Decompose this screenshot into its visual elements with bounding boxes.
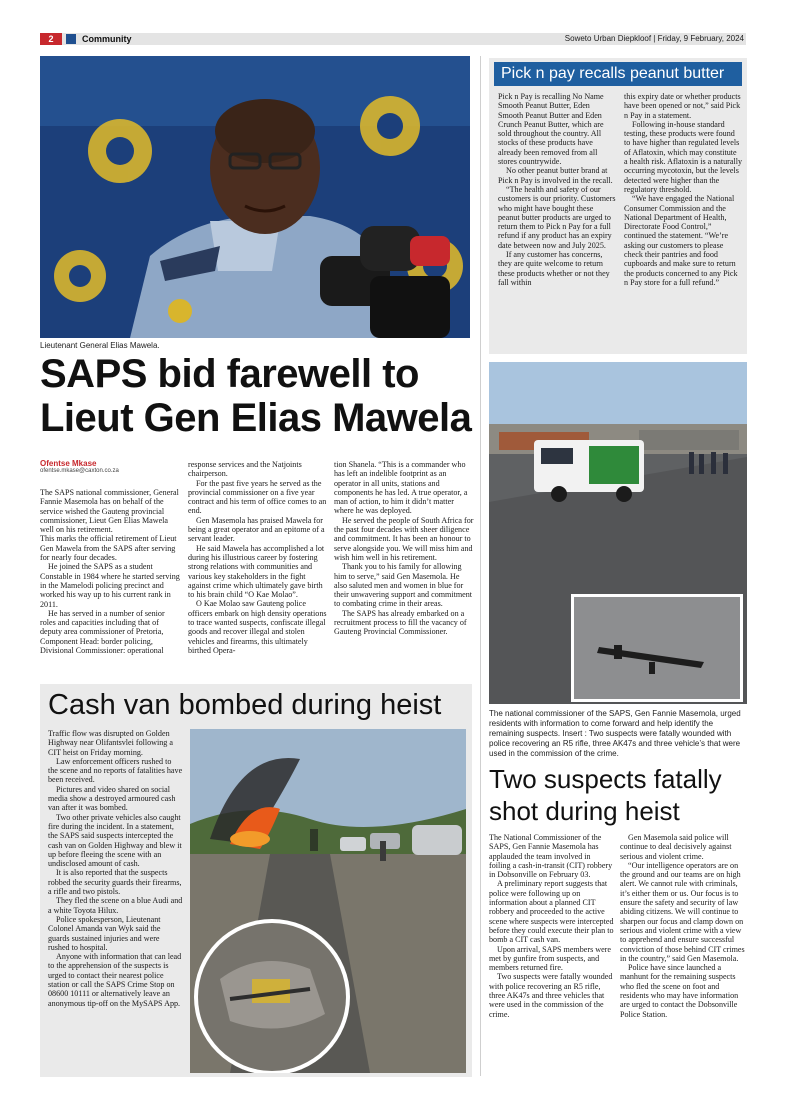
- paragraph: The National Commissioner of the SAPS, Gen Fannie Masemola has applauded the team involved in foiling a cash-in-transit (CIT) robbery in Dobsonville on February 03.: [489, 833, 613, 880]
- main-headline-line2: Lieut Gen Elias Mawela: [40, 396, 472, 440]
- paragraph: This marks the official retirement of Lieut Gen Mawela from the SAPS after serving for nearly four decades.: [40, 534, 177, 563]
- suspects-col2: [620, 833, 746, 1019]
- paragraph: tion Shanela. “This is a commander who has left an indelible footprint as an operator in all units, stations and components he has led. A true operator, a man of action, to him it didn’t matter where he was deployed.: [334, 460, 468, 516]
- paragraph: The SAPS national commissioner, General Fannie Masemola has on behalf of the service wished the Gauteng provincial commissioner, Lieut Gen Elias Mawela well on his retirement.: [40, 488, 179, 535]
- publication-dateline: Soweto Urban Diepkloof | Friday, 9 February, 2024: [564, 34, 744, 43]
- peanut-col2: [624, 92, 742, 287]
- paragraph: Gen Masemola has praised Mawela for being a great operator and an epitome of a servant leader.: [188, 515, 325, 544]
- paragraph: Gen Masemola said police will continue to deal decisively against serious and violent crime.: [620, 833, 732, 861]
- main-story-col1: [40, 488, 180, 655]
- bombed-van-photo: [190, 729, 466, 1073]
- section-label: Community: [82, 34, 132, 44]
- page-number: 2: [40, 33, 62, 45]
- paragraph: No other peanut butter brand at Pick n Pay is involved in the recall.: [498, 166, 613, 185]
- mawela-photo: [40, 56, 470, 338]
- paragraph: He has served in a number of senior roles and capacities including that of deputy area commissioner of Pretoria, Component Head: border policing, Divisional Commissioner: operational: [40, 608, 165, 656]
- paragraph: Pick n Pay is recalling No Name Smooth Peanut Butter, Eden Smooth Peanut Butter and Eden Crunch Peanut Butter, which are sold throughout the country. All stocks of these products have already been removed from all stores countrywide.: [498, 92, 604, 167]
- column-divider: [480, 56, 481, 1076]
- paragraph: A preliminary report suggests that police were following up on information about a planned CIT robbery and proceeded to the active scene where suspects were intercepted before they could execute their plan to bomb a CIT cash van.: [489, 879, 614, 945]
- suspects-headline: [489, 763, 747, 827]
- paragraph: The SAPS has already embarked on a recruitment process to fill the vacancy of Gauteng Provincial Commissioner.: [334, 608, 467, 637]
- cash-van-headline: Cash van bombed during heist: [48, 689, 442, 721]
- cit-photo-caption: The national commissioner of the SAPS, Gen Fannie Masemola, urged residents with information to come forward and help identify the remaining suspects. Insert : Two suspects were fatally wounded with police recovering an R5 rifle, three AK47s and three vehicle’s that were used in the commission of the crime.: [489, 709, 741, 758]
- paragraph: Thank you to his family for allowing him to serve,” said Gen Masemola. He also saluted men and women in blue for their unwavering support and commitment to combating crime in their areas.: [334, 562, 473, 609]
- main-headline-line1: SAPS bid farewell to: [40, 352, 419, 396]
- cit-van-photo: [489, 362, 747, 704]
- main-story-col2: [188, 460, 328, 655]
- main-story-col3: [334, 460, 474, 637]
- paragraph: They fled the scene on a blue Audi and a white Toyota Hilux.: [48, 896, 183, 915]
- paragraph: “Our intelligence operators are on the ground and our teams are on high alert. We cannot rule with criminals, it’s either them or us. Our focus is to ensure the safety and security of law abiding citizens. We will continue to sharpen our focus and clamp down on serious and violent crime with a view to apprehend and ensure successful conviction of those behind CIT crimes in the country,” said Gen Masemola.: [620, 860, 745, 963]
- suspects-headline-line1: Two suspects fatally: [489, 764, 722, 794]
- section-marker: [66, 34, 76, 44]
- paragraph: “We have engaged the National Consumer Commission and the National Department of Health, Directorate Food Control,” continued the statement. “We’re asking our customers to please check their pantries and food cupboards and make sure to return the products concerned to any Pick n Pay store for a full refund.”: [624, 194, 738, 287]
- paragraph: this expiry date or whether products have been opened or not,” said Pick n Pay in a statement.: [624, 92, 741, 120]
- suspects-headline-line2: shot during heist: [489, 796, 680, 826]
- paragraph: Police have since launched a manhunt for the remaining suspects who fled the scene on foot and residents who may have information are urged to contact the Dobsonville Police Station.: [620, 963, 739, 1019]
- paragraph: Two other private vehicles also caught fire during the incident. In a statement, the SAPS said suspects intercepted the cash van on Golden Highway and blew it up before fleeing the scene with an undisclosed amount of cash.: [48, 812, 182, 869]
- paragraph: “The health and safety of our customers is our priority. Customers who might have bought these peanut butter products are urged to return them to Pick n Pay for a full refund if any product has an expiry date between now and July 2025.: [498, 184, 616, 250]
- paragraph: For the past five years he served as the provincial commissioner on a five year contract and his term of office comes to an end.: [188, 478, 327, 516]
- peanut-headline: Pick n pay recalls peanut butter: [494, 62, 742, 86]
- paragraph: Traffic flow was disrupted on Golden Highway near Olifantsvlei following a CIT heist on Friday morning.: [48, 729, 173, 757]
- paragraph: He joined the SAPS as a student Constable in 1984 where he started serving in the Mamelodi policing precinct and worked his way up to his current rank in 2011.: [40, 562, 180, 609]
- byline-author: Ofentse Mkase: [40, 459, 97, 468]
- paragraph: Following in-house standard testing, these products were found to have higher than regulated levels of Aflatoxin, which may constitute a health risk. Aflatoxin is a naturally occurring mycotoxin, but the levels detected were higher than the regulatory threshold.: [624, 119, 743, 194]
- suspects-col1: [489, 833, 614, 1019]
- paragraph: Anyone with information that can lead to the apprehension of the suspects is urged to contact their nearest police station or call the SAPS Crime Stop on 08600 10111 or alternatively leave an anonymous tip-off on the MySAPS App.: [48, 952, 182, 1008]
- paragraph: Two suspects were fatally wounded with police recovering an R5 rifle, three AK47s and three vehicles that were used in the commission of the crime.: [489, 972, 613, 1019]
- mawela-photo-caption: Lieutenant General Elias Mawela.: [40, 341, 160, 350]
- paragraph: He said Mawela has accomplished a lot during his illustrious career by fostering strong relations with communities and various key stakeholders in the fight against crime which ultimately gave birth to his brain child “O Kae Molao”.: [188, 543, 325, 600]
- paragraph: It is also reported that the suspects robbed the security guards their firearms, a rifle and two pistols.: [48, 868, 182, 897]
- main-headline: [40, 352, 480, 440]
- peanut-col1: [498, 92, 616, 287]
- paragraph: Pictures and video shared on social media show a destroyed armoured cash van after it was bombed.: [48, 784, 176, 813]
- paragraph: Police spokesperson, Lieutenant Colonel Amanda van Wyk said the guards sustained injuries and were rushed to hospital.: [48, 914, 161, 952]
- paragraph: O Kae Molao saw Gauteng police officers embark on high density operations to trace wanted suspects, confiscate illegal goods and recover illegal and stolen vehicles and firearms, this ultimately birthed Opera-: [188, 599, 327, 655]
- paragraph: He served the people of South Africa for the past four decades with sheer diligence and commitment. It has been an honour to serve alongside you. We will miss him and wish him well in his retirement.: [334, 515, 474, 562]
- byline-email: ofentse.mkase@caxton.co.za: [40, 468, 119, 474]
- cash-story-col: [48, 729, 183, 1008]
- paragraph: Law enforcement officers rushed to the scene and no reports of fatalities have been received.: [48, 756, 183, 785]
- paragraph: If any customer has concerns, they are quite welcome to return these products whether or not they fall within: [498, 250, 610, 287]
- paragraph: response services and the Natjoints chairperson.: [188, 460, 302, 479]
- paragraph: Upon arrival, SAPS members were met by gunfire from suspects, and members returned fire.: [489, 944, 611, 973]
